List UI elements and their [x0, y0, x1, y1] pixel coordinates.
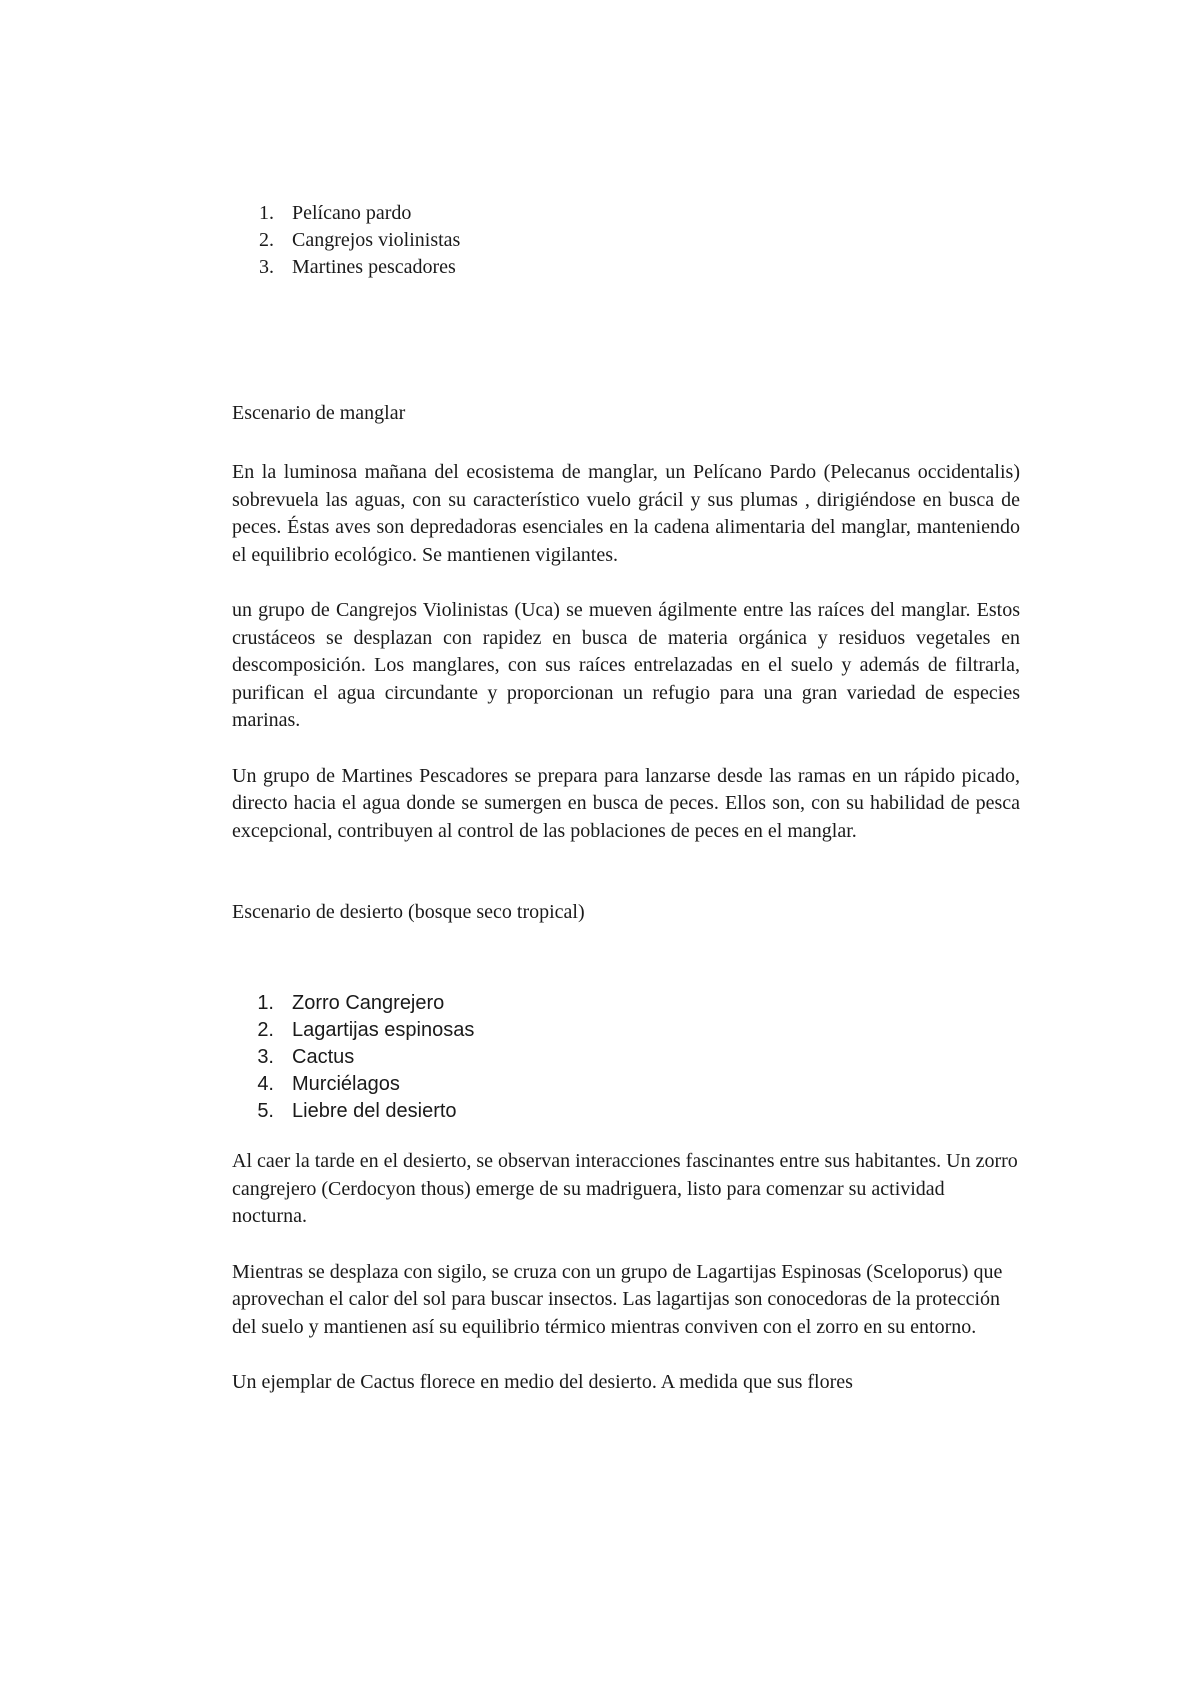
list-number: 3. [257, 1046, 274, 1068]
paragraph: Un grupo de Martines Pescadores se prepara para lanzarse desde las ramas en un rápido picado, directo hacia el agua donde se sumergen en busca de peces. Ellos son, con su habilidad de pesca excepcional, contribuyen al control de las poblaciones de peces en el manglar. [232, 764, 1020, 842]
paragraph: un grupo de Cangrejos Violinistas (Uca) se mueven ágilmente entre las raíces del manglar. Estos crustáceos se desplazan con rapidez en busca de materia orgánica y residuos vegetales en descomposición. Los manglares, con sus raíces entrelazadas en el suelo y además de filtrarla, purifican el agua circundante y proporcionan un refugio para una gran variedad de especies marinas. [232, 599, 1020, 731]
list-number: 3. [259, 256, 274, 278]
list-item [232, 990, 1020, 1017]
list-item [232, 1071, 1020, 1098]
species-list-desert [232, 990, 1020, 1125]
list-text: Murciélagos [292, 1073, 400, 1095]
list-text: Martines pescadores [292, 256, 456, 278]
document-content [232, 200, 1020, 1397]
paragraph: Al caer la tarde en el desierto, se observan interacciones fascinantes entre sus habitantes. Un zorro cangrejero (Cerdocyon thous) emerge de su madriguera, listo para comenzar su actividad nocturna. [232, 1150, 1018, 1227]
list-number: 5. [257, 1100, 274, 1122]
list-item [232, 1044, 1020, 1071]
list-text: Zorro Cangrejero [292, 992, 445, 1014]
species-list-top [232, 200, 1020, 281]
list-item [232, 200, 1020, 227]
list-number: 2. [257, 1019, 274, 1041]
list-text: Pelícano pardo [292, 202, 412, 224]
list-item [232, 254, 1020, 281]
list-item [232, 1098, 1020, 1125]
list-number: 4. [257, 1073, 274, 1095]
list-text: Liebre del desierto [292, 1100, 457, 1122]
list-number: 1. [257, 992, 274, 1014]
paragraph: Un ejemplar de Cactus florece en medio del desierto. A medida que sus flores [232, 1371, 853, 1393]
list-number: 2. [259, 229, 274, 251]
paragraph: En la luminosa mañana del ecosistema de manglar, un Pelícano Pardo (Pelecanus occidentalis) sobrevuela las aguas, con su característico vuelo grácil y sus plumas , dirigiéndose en busca de peces. Éstas aves son depredadoras esenciales en la cadena alimentaria del manglar, manteniendo el equilibrio ecológico. Se mantienen vigilantes. [232, 461, 1020, 566]
list-number: 1. [259, 202, 274, 224]
list-text: Cactus [292, 1046, 355, 1068]
section-heading-desert: Escenario de desierto (bosque seco tropical) [232, 901, 585, 923]
list-item [232, 227, 1020, 254]
list-text: Lagartijas espinosas [292, 1019, 475, 1041]
paragraph: Mientras se desplaza con sigilo, se cruza con un grupo de Lagartijas Espinosas (Sceloporus) que aprovechan el calor del sol para buscar insectos. Las lagartijas son conocedoras de la protección del suelo y mantienen así su equilibrio térmico mientras conviven con el zorro en su entorno. [232, 1260, 1003, 1338]
list-item [232, 1017, 1020, 1044]
section-heading-mangrove: Escenario de manglar [232, 402, 406, 424]
list-text: Cangrejos violinistas [292, 229, 461, 251]
